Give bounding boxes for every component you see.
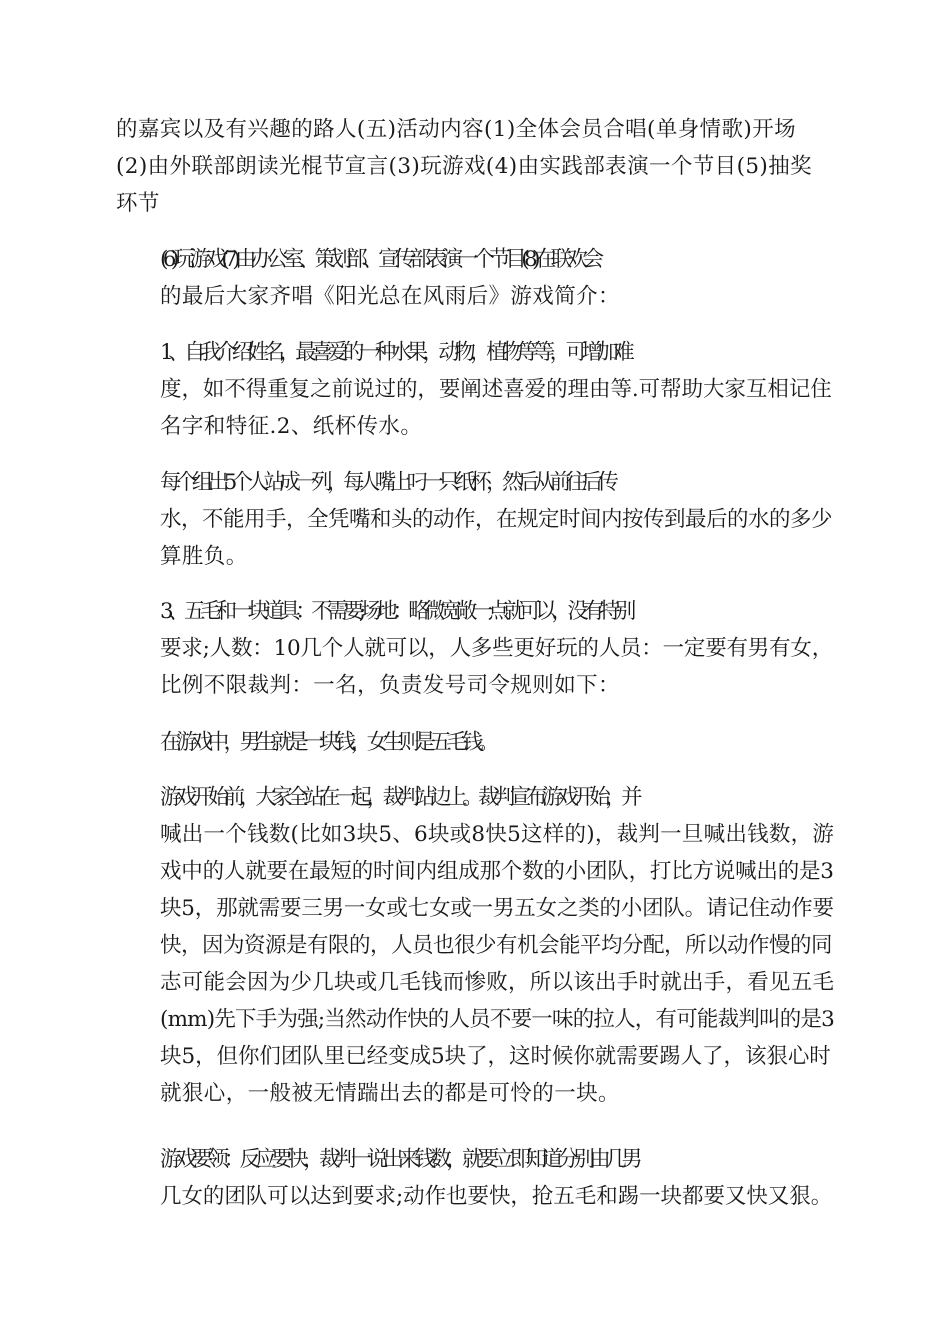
text-line: 算胜负。 (160, 544, 248, 569)
text-line: 1、自我介绍姓名，最喜爱的一种水果，动物，植物等等，可增加难 (160, 340, 630, 365)
text-line: 志可能会因为少几块或几毛钱而惨败，所以该出手时就出手，看见五毛 (160, 970, 835, 995)
text-line: 每个组出5个人站成一列，每人嘴上叼一只纸杯，然后从前往后传 (160, 470, 614, 495)
text-line: 比例不限裁判：一名，负责发号司令规则如下： (160, 673, 620, 698)
text-line: (mm)先下手为强;当然动作快的人员不要一味的拉人，有可能裁判叫的是3 (160, 1007, 834, 1032)
text-line: 快，因为资源是有限的，人员也很少有机会能平均分配，所以动作慢的同 (160, 933, 833, 958)
text-line: 喊出一个钱数(比如3块5、6块或8快5这样的)，裁判一旦喊出钱数，游 (160, 822, 835, 847)
text-line: (2)由外联部朗读光棍节宣言(3)玩游戏(4)由实践部表演一个节目(5)抽奖 (116, 154, 813, 179)
text-line: 戏中的人就要在最短的时间内组成那个数的小团队，打比方说喊出的是3 (160, 859, 834, 884)
paragraph-game-tips (116, 1141, 834, 1215)
text-line: 环节 (116, 191, 160, 216)
paragraph-activity-content (116, 111, 834, 222)
text-line: 3、五毛和一块道具：不需要;场地：略微宽敞一点就可以，没有特别 (160, 599, 631, 624)
text-line: 度，如不得重复之前说过的，要阐述喜爱的理由等.可帮助大家互相记住 (160, 377, 832, 402)
text-line: 块5，那就需要三男一女或七女或一男五女之类的小团队。请记住动作要 (160, 896, 834, 921)
text-line: 在游戏中，男生就是一块钱，女生则是五毛钱。 (160, 730, 494, 755)
paragraph-cup-relay (116, 464, 834, 575)
text-line: 的最后大家齐唱《阳光总在风雨后》游戏简介： (160, 284, 620, 309)
text-line: 名字和特征.2、纸杯传水。 (160, 414, 423, 439)
paragraph-game-intro (116, 334, 834, 445)
paragraph-program-continued (116, 241, 834, 315)
text-line: 就狠心，一般被无情踹出去的都是可怜的一块。 (160, 1081, 620, 1106)
paragraph-money-game-setup (116, 593, 834, 704)
text-line: (6)玩游戏(7)由办公室、策划部、宣传部表演一个节目(8)在联欢会 (160, 247, 599, 272)
text-line: 几女的团队可以达到要求;动作也要快，抢五毛和踢一块都要又快又狠。 (160, 1184, 833, 1209)
text-line: 水，不能用手，全凭嘴和头的动作，在规定时间内按传到最后的水的多少 (160, 507, 833, 532)
text-line: 的嘉宾以及有兴趣的路人(五)活动内容(1)全体会员合唱(单身情歌)开场 (116, 117, 797, 142)
text-line: 要求;人数：10几个人就可以，人多些更好玩的人员：一定要有男有女， (160, 636, 834, 661)
paragraph-game-rules (116, 779, 834, 1112)
paragraph-money-values (116, 724, 834, 761)
text-line: 块5，但你们团队里已经变成5块了，这时候你就需要踢人了，该狠心时 (160, 1044, 831, 1069)
text-line: 游戏开始前，大家全站在一起，裁判站边上。裁判宣布游戏开始，并 (160, 785, 638, 810)
text-line: 游戏要领：反应要快，裁判一说出来钱数，就要立即知道分别由几男 (160, 1147, 638, 1172)
